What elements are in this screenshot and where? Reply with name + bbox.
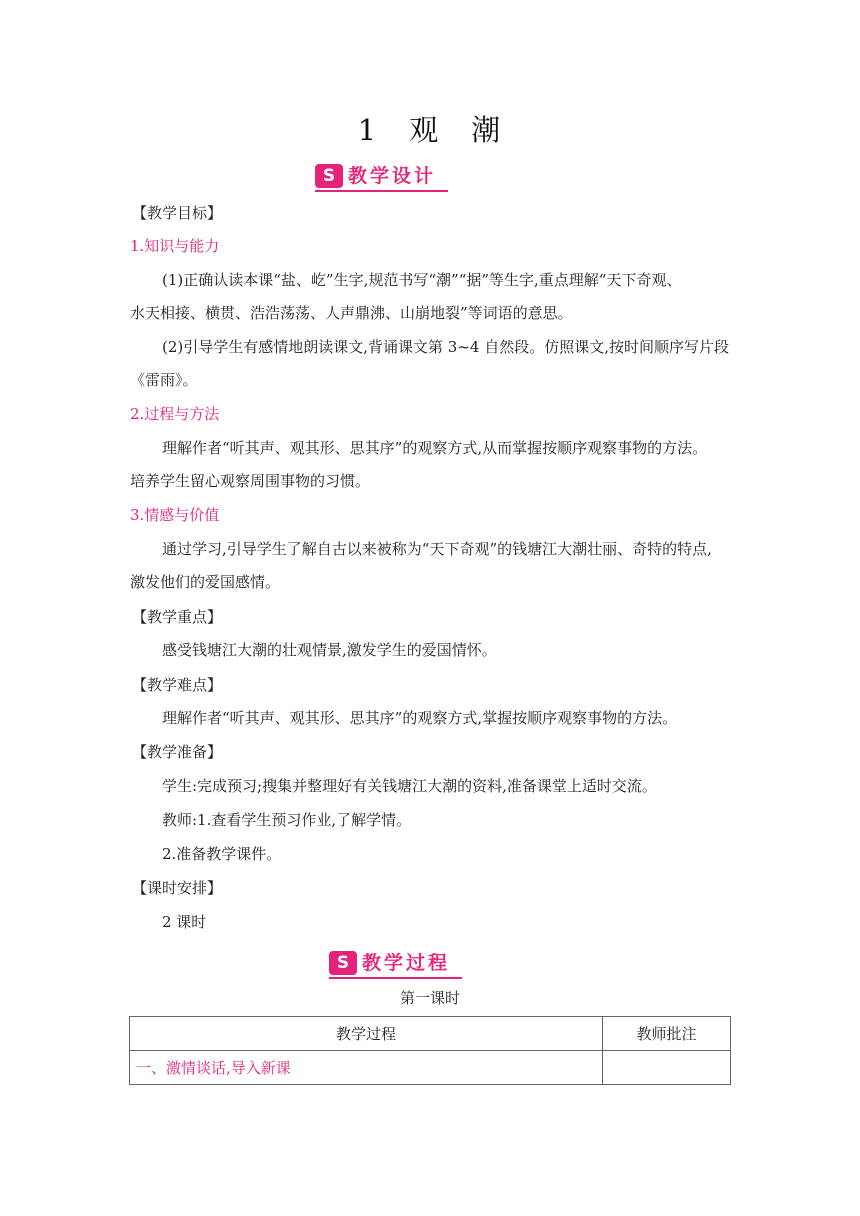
pink-s-badge-icon: S xyxy=(329,951,357,975)
knowledge-item2-line1: (2)引导学生有感情地朗读课文,背诵课文第 3~4 自然段。仿照课文,按时间顺序写片段 xyxy=(162,338,729,356)
table-header-row xyxy=(130,1017,731,1051)
process-line2: 培养学生留心观察周围事物的习惯。 xyxy=(130,472,371,490)
subheading-emotion: 3.情感与价值 xyxy=(130,506,220,524)
table-header-notes: 教师批注 xyxy=(603,1017,731,1051)
heading-preparation: 【教学准备】 xyxy=(132,743,223,761)
preparation-teacher1: 教师:1.查看学生预习作业,了解学情。 xyxy=(162,811,412,829)
heading-schedule: 【课时安排】 xyxy=(132,879,223,897)
pink-s-badge-icon: S xyxy=(315,164,343,188)
table-row xyxy=(130,1051,731,1085)
banner-underline xyxy=(329,977,462,979)
process-line1: 理解作者“听其声、观其形、思其序”的观察方式,从而掌握按顺序观察事物的方法。 xyxy=(162,439,708,457)
difficulties-text: 理解作者“听其声、观其形、思其序”的观察方式,掌握按顺序观察事物的方法。 xyxy=(162,709,678,727)
lesson-caption: 第一课时 xyxy=(399,989,460,1007)
lesson-process-table xyxy=(129,1016,731,1085)
heading-key-points: 【教学重点】 xyxy=(132,608,223,626)
section-banner-process xyxy=(329,951,464,981)
banner-label-design: 教学设计 xyxy=(348,165,437,187)
subheading-process: 2.过程与方法 xyxy=(130,405,220,423)
banner-underline xyxy=(315,190,448,192)
emotion-line2: 激发他们的爱国感情。 xyxy=(130,573,281,591)
knowledge-item1-line1: (1)正确认读本课“盐、屹”生字,规范书写“潮”“据”等生字,重点理解“天下奇观、 xyxy=(162,271,682,289)
knowledge-item2-line2: 《雷雨》。 xyxy=(130,371,198,389)
table-cell-note1 xyxy=(603,1051,731,1085)
heading-goals: 【教学目标】 xyxy=(132,204,223,222)
heading-difficulties: 【教学难点】 xyxy=(132,676,223,694)
key-points-text: 感受钱塘江大潮的壮观情景,激发学生的爱国情怀。 xyxy=(162,641,497,659)
emotion-line1: 通过学习,引导学生了解自古以来被称为“天下奇观”的钱塘江大潮壮丽、奇特的特点, xyxy=(162,540,712,558)
section-banner-design xyxy=(315,164,450,194)
banner-label-process: 教学过程 xyxy=(362,952,451,974)
schedule-text: 2 课时 xyxy=(162,913,207,931)
preparation-student: 学生:完成预习;搜集并整理好有关钱塘江大潮的资料,准备课堂上适时交流。 xyxy=(162,777,657,795)
table-cell-step1: 一、激情谈话,导入新课 xyxy=(130,1051,603,1085)
preparation-teacher2: 2.准备教学课件。 xyxy=(162,845,282,863)
page-title: 1 观 潮 xyxy=(357,113,503,147)
subheading-knowledge: 1.知识与能力 xyxy=(130,237,220,255)
table-header-process: 教学过程 xyxy=(130,1017,603,1051)
knowledge-item1-line2: 水天相接、横贯、浩浩荡荡、人声鼎沸、山崩地裂”等词语的意思。 xyxy=(130,304,573,322)
